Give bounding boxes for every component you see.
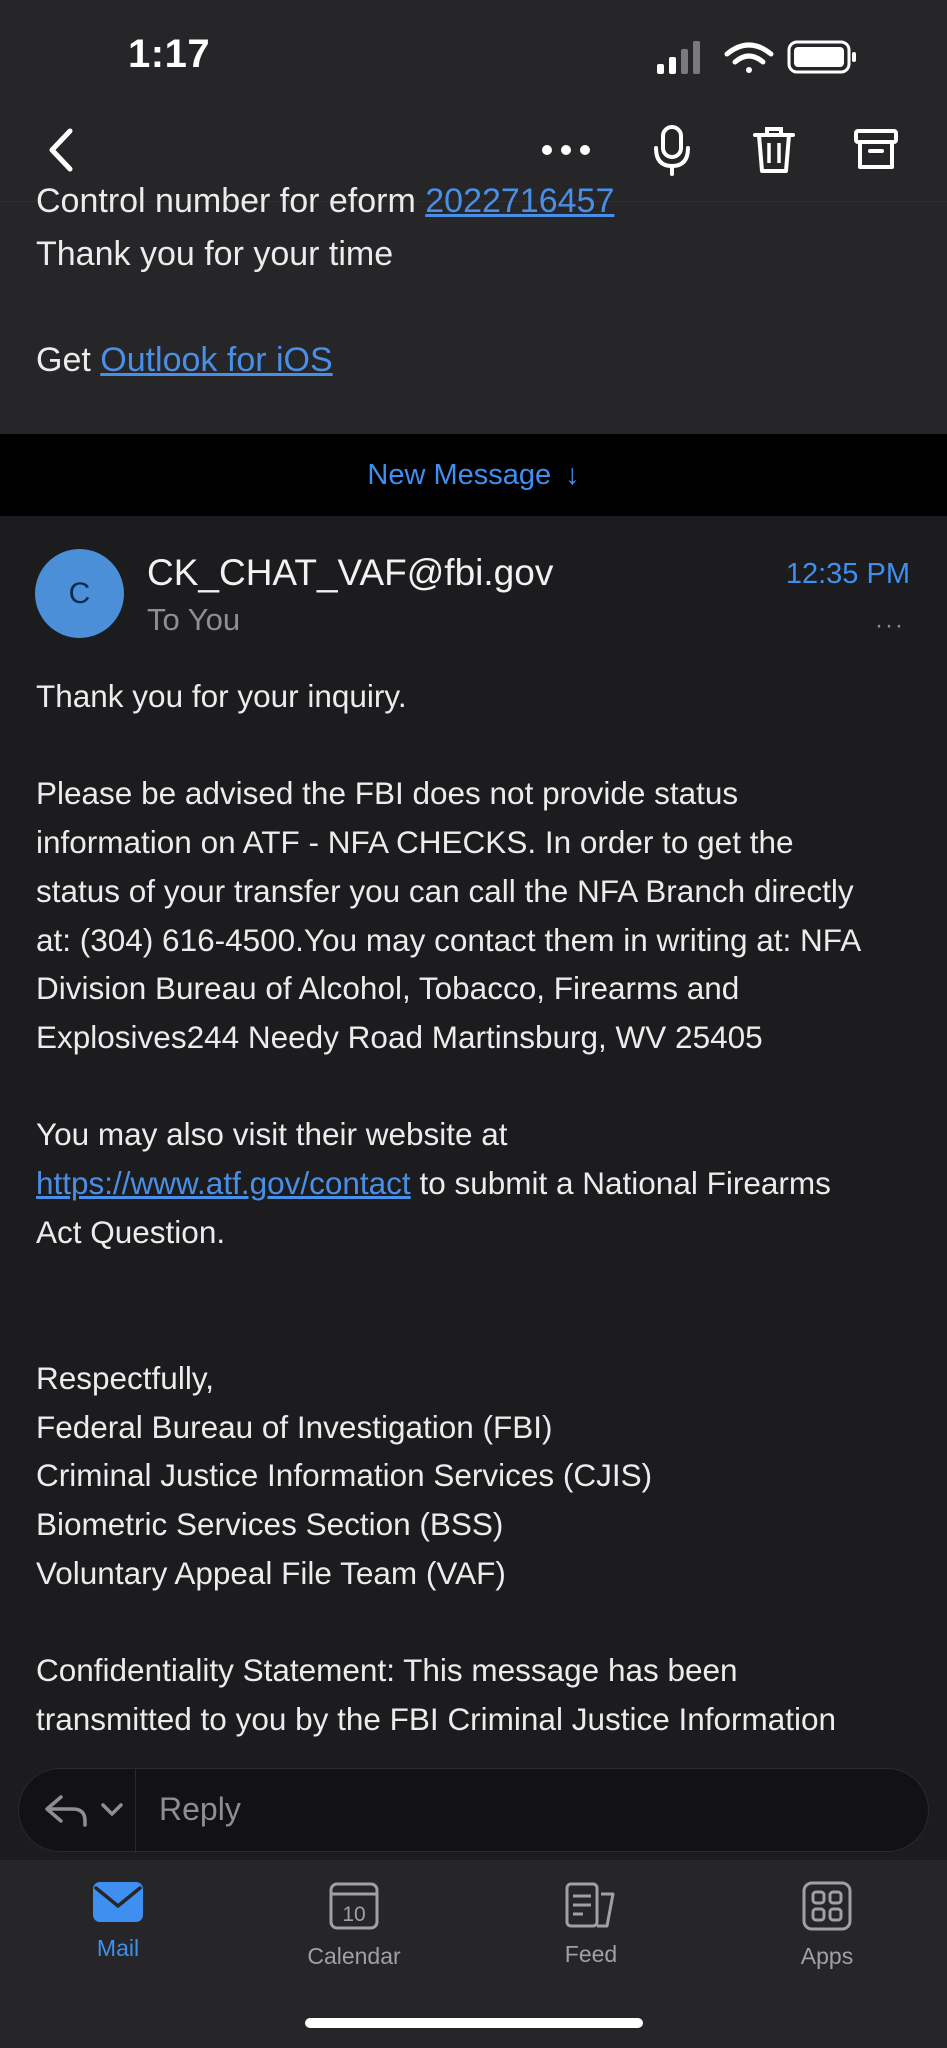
signature-line: Voluntary Appeal File Team (VAF) [36,1554,506,1591]
body-line: Please be advised the FBI does not provide status [36,775,739,812]
body-line: at: (304) 616-4500.You may contact them in writing at: NFA [36,921,862,958]
control-number-line: Control number for eform 2022716457 [36,182,615,220]
trash-icon[interactable] [744,120,804,180]
signature-line: Respectfully, [36,1359,214,1396]
tab-feed[interactable] [516,1880,666,1968]
signature-line: Federal Bureau of Investigation (FBI) [36,1408,553,1445]
wifi-icon [727,45,771,73]
confidentiality-line: transmitted to you by the FBI Criminal Justice Information [36,1700,837,1737]
reply-icon [47,1797,85,1825]
reply-options-button[interactable] [39,1783,139,1837]
recipient-label[interactable]: To You [147,602,241,637]
archive-icon[interactable] [846,120,906,180]
back-icon[interactable] [32,120,92,180]
body-line: Act Question. [36,1213,226,1250]
tab-calendar[interactable] [279,1880,429,1970]
new-message-banner[interactable] [0,434,947,516]
body-line: status of your transfer you can call the NFA Branch directly [36,872,854,909]
signature-line: Criminal Justice Information Services (CJIS) [36,1457,653,1494]
apps-icon [801,1880,853,1932]
more-icon[interactable] [536,120,596,180]
previous-message [0,182,947,434]
message-time: 12:35 PM [785,558,910,590]
battery-icon [789,42,856,72]
message-more-icon[interactable]: ··· [875,612,905,639]
mail-icon [92,1880,144,1924]
status-icons [657,38,877,78]
tab-apps[interactable] [752,1880,902,1970]
sender-address[interactable]: CK_CHAT_VAF@fbi.gov [147,552,554,593]
reply-bar [0,1754,947,1860]
arrow-down-icon: ↓ [565,458,580,491]
calendar-icon [328,1880,380,1932]
signal-icon [657,41,700,74]
email-message [0,516,947,1756]
calendar-day: 10 [342,1903,366,1926]
control-number-link[interactable]: 2022716457 [425,182,615,220]
tab-label: Calendar [307,1943,401,1969]
signature-line: Biometric Services Section (BSS) [36,1505,504,1542]
body-line: information on ATF - NFA CHECKS. In order to get the [36,824,794,861]
outlook-line: Get Outlook for iOS [36,341,333,379]
body-line: You may also visit their website at [36,1116,508,1153]
greeting: Thank you for your inquiry. [36,678,407,714]
tab-label: Feed [564,1941,618,1967]
reply-placeholder: Reply [159,1791,241,1827]
tab-label: Mail [96,1935,140,1961]
outlook-ios-link[interactable]: Outlook for iOS [100,341,333,379]
message-thread[interactable] [0,182,947,1754]
confidentiality-line: Confidentiality Statement: This message has been [36,1652,738,1688]
home-indicator[interactable] [305,2018,643,2028]
tab-label: Apps [800,1943,854,1969]
body-line: Division Bureau of Alcohol, Tobacco, Firearms and [36,970,740,1007]
chevron-down-icon [103,1805,121,1814]
thanks-line: Thank you for your time [36,235,394,273]
message-body [36,672,916,1743]
microphone-icon[interactable] [642,120,702,180]
reply-field[interactable] [18,1768,929,1852]
status-time: 1:17 [128,32,211,76]
new-message-label: New Message [367,458,552,491]
avatar[interactable]: C [35,549,124,638]
tab-mail[interactable] [43,1880,193,1962]
body-line: https://www.atf.gov/contact to submit a National Firearms [36,1165,831,1201]
status-bar [0,0,947,100]
feed-icon [563,1880,619,1930]
body-line: Explosives244 Needy Road Martinsburg, WV 25405 [36,1018,763,1055]
atf-website-link[interactable]: https://www.atf.gov/contact [36,1165,411,1201]
